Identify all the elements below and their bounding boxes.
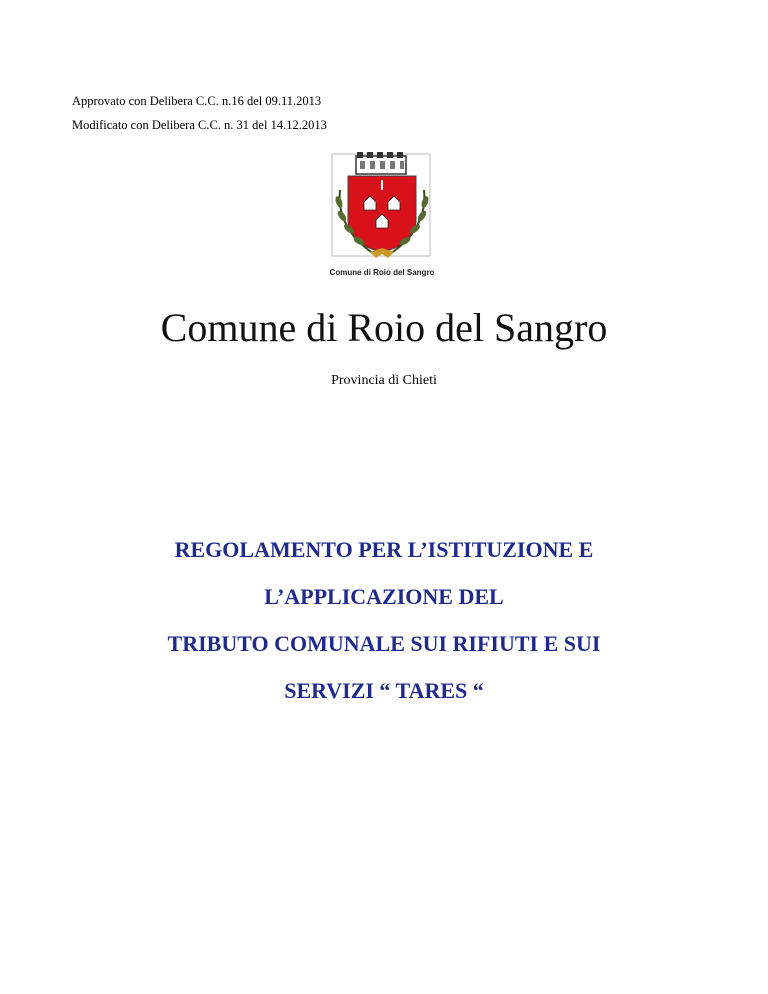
municipality-title: Comune di Roio del Sangro [160, 305, 608, 350]
province-subtitle: Provincia di Chieti [331, 373, 437, 388]
regulation-title [0, 526, 768, 714]
regulation-title-line-2: L’APPLICAZIONE DEL [264, 584, 504, 609]
regulation-title-line-3: TRIBUTO COMUNALE SUI RIFIUTI E SUI [167, 631, 601, 656]
emblem-caption: Comune di Roio del Sangro [329, 268, 435, 277]
regulation-title-line-1: REGOLAMENTO PER L’ISTITUZIONE E [174, 537, 594, 562]
regulation-title-line-4: SERVIZI “ TARES “ [284, 678, 484, 703]
coat-of-arms-icon [330, 150, 434, 262]
modification-note: Modificato con Delibera C.C. n. 31 del 14.12.2013 [72, 118, 327, 132]
approval-note: Approvato con Delibera C.C. n.16 del 09.11.2013 [72, 94, 322, 108]
